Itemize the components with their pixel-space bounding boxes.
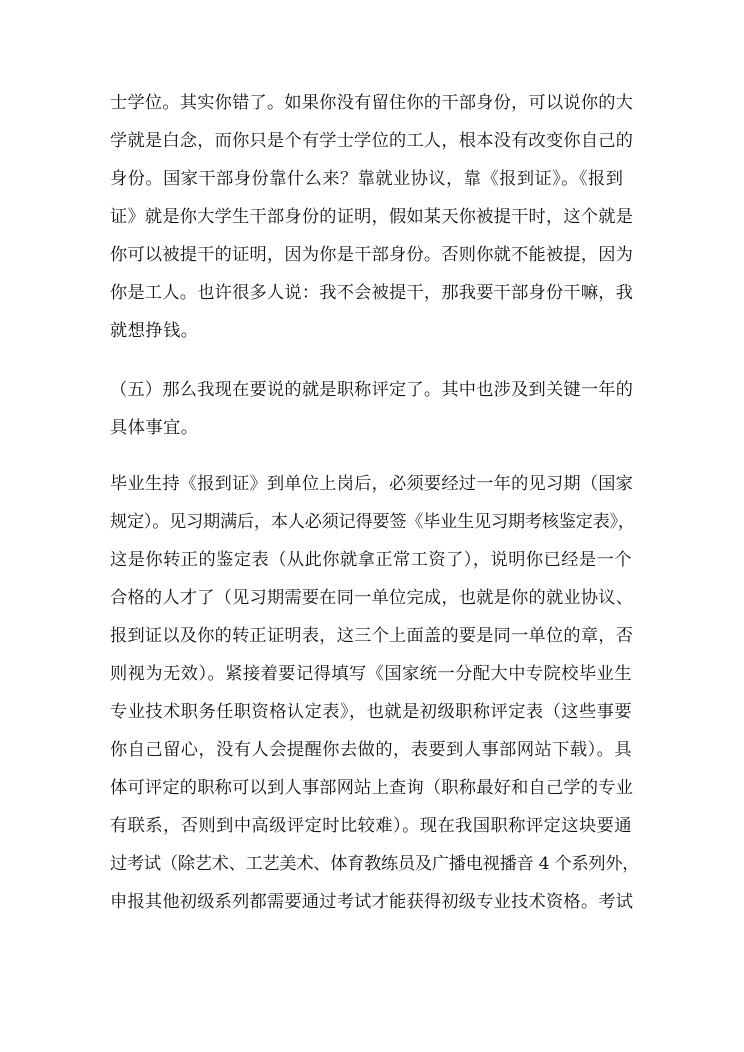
text-line: 你自己留心，没有人会提醒你去做的，表要到人事部网站下载）。具 xyxy=(110,740,633,760)
text-line: 学就是白念，而你只是个有学士学位的工人，根本没有改变你自己的 xyxy=(110,131,634,151)
text-line: 士学位。其实你错了。如果你没有留住你的干部身份，可以说你的大 xyxy=(110,93,634,113)
text-line: 过考试（除艺术、工艺美术、体育教练员及广播电视播音 4 个系列外， xyxy=(110,854,640,874)
text-line: 具体事宜。 xyxy=(110,418,199,438)
text-line: 申报其他初级系列都需要通过考试才能获得初级专业技术资格。考试 xyxy=(110,892,634,912)
text-line: 就想挣钱。 xyxy=(110,321,199,341)
text-line: 体可评定的职称可以到人事部网站上查询（职称最好和自己学的专业 xyxy=(110,778,634,798)
text-line: 毕业生持《报到证》到单位上岗后，必须要经过一年的见习期（国家 xyxy=(110,474,634,494)
text-line: 你可以被提干的证明，因为你是干部身份。否则你就不能被提，因为 xyxy=(110,245,634,265)
text-line: 身份。国家干部身份靠什么来？靠就业协议，靠《报到证》。《报到 xyxy=(110,169,624,189)
text-line: 规定）。见习期满后，本人必须记得要签《毕业生见习期考核鉴定表》， xyxy=(110,512,635,532)
text-line: 这是你转正的鉴定表（从此你就拿正常工资了），说明你已经是一个 xyxy=(110,550,633,570)
text-line: 证》就是你大学生干部身份的证明，假如某天你被提干时，这个就是 xyxy=(110,207,634,227)
text-line: 则视为无效）。紧接着要记得填写《国家统一分配大中专院校毕业生 xyxy=(110,664,633,684)
text-line: 你是工人。也许很多人说：我不会被提干，那我要干部身份干嘛，我 xyxy=(110,283,634,303)
text-line: 有联系，否则到中高级评定时比较难）。现在我国职称评定这块要通 xyxy=(110,816,633,836)
text-line: 专业技术职务任职资格认定表》，也就是初级职称评定表（这些事要 xyxy=(110,702,633,722)
text-line: 合格的人才了（见习期需要在同一单位完成，也就是你的就业协议、 xyxy=(110,588,634,608)
text-line: （五）那么我现在要说的就是职称评定了。其中也涉及到关键一年的 xyxy=(110,380,634,400)
text-line: 报到证以及你的转正证明表，这三个上面盖的要是同一单位的章，否 xyxy=(110,626,634,646)
